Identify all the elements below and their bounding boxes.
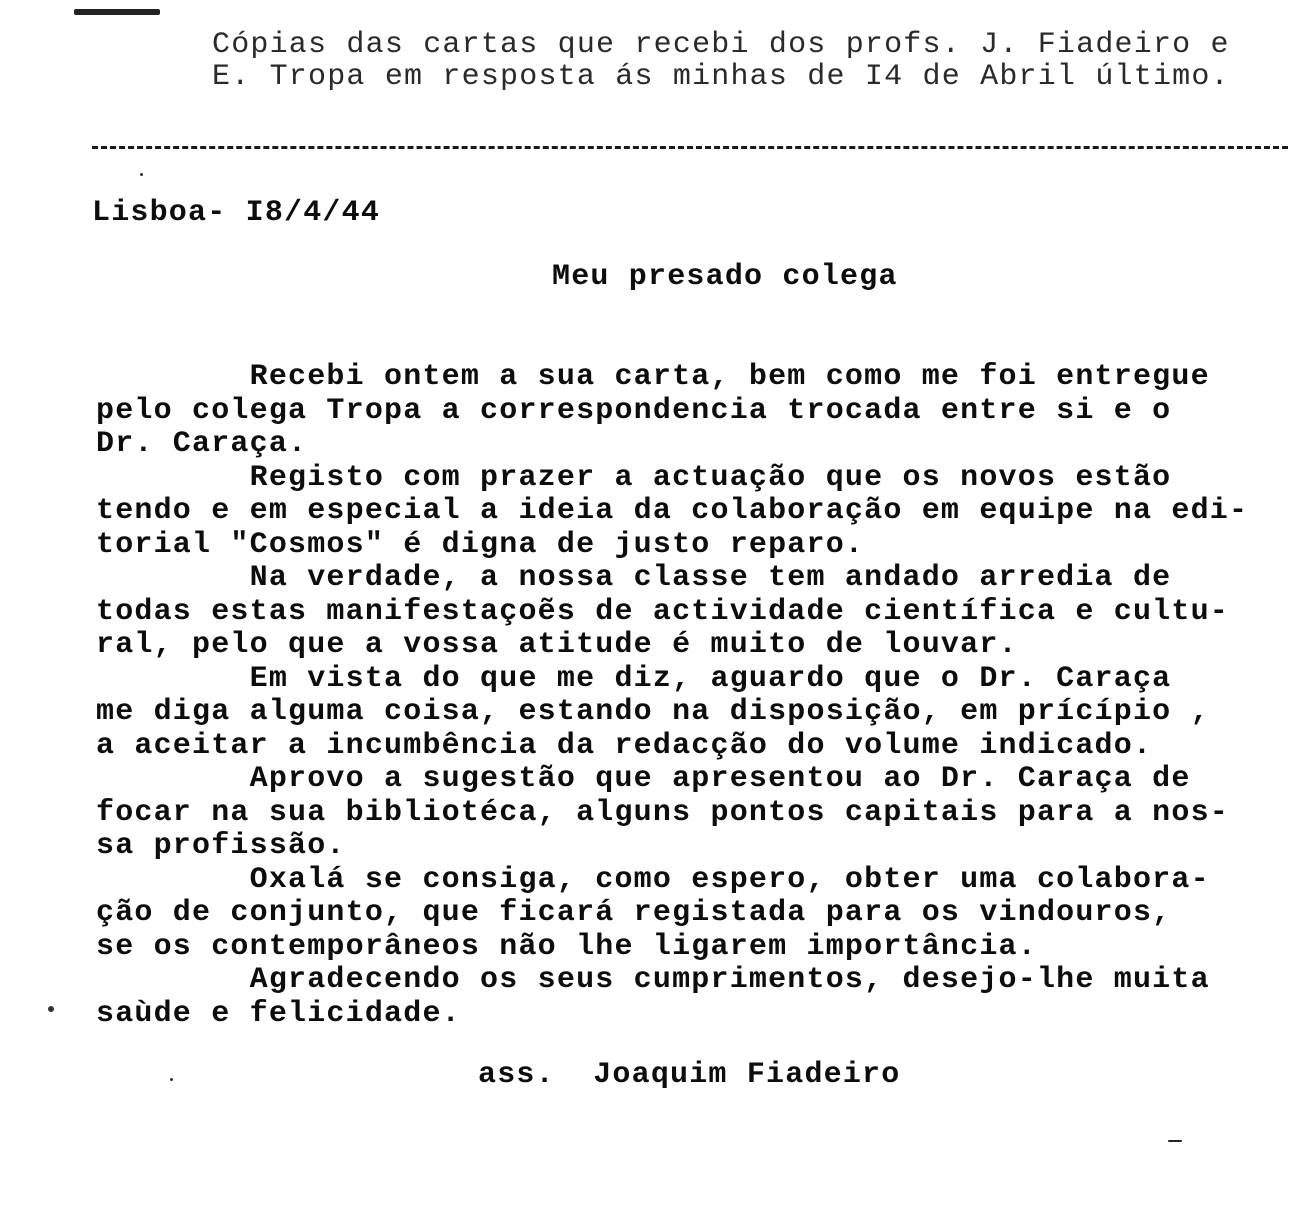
letter-body-line: todas estas manifestaçoẽs de actividade científica e cultu- [96,594,1229,629]
letter-body-line: Recebi ontem a sua carta, bem como me foi entregue [96,360,1210,394]
letter-body-line: Dr. Caraça. [96,427,308,461]
letter-body-line: Oxalá se consiga, como espero, obter uma colabora- [96,862,1210,897]
ink-smudge [74,9,160,15]
header-line-2: E. Tropa em resposta ás minhas de I4 de Abril último. [212,60,1230,94]
letter-body-line: pelo colega Tropa a correspondencia trocada entre si e o [96,393,1172,428]
letter-body-line: torial "Cosmos" é digna de justo reparo. [96,527,865,562]
margin-mark [1168,1140,1182,1142]
letter-body-line: a aceitar a incumbência da redacção do volume indicado. [96,728,1153,763]
margin-mark [170,1078,173,1081]
letter-body-line: tendo e em especial a ideia da colaboração em equipe na edi- [96,494,1249,528]
letter-body-line: focar na sua bibliotéca, alguns pontos capitais para a nos- [96,795,1229,830]
letter-salutation: Meu presado colega [552,260,898,294]
letter-body-line: se os contemporâneos não lhe ligarem importância. [96,929,1037,964]
letter-body-line: saùde e felicidade. [96,996,461,1031]
letter-body-line: sa profissão. [96,829,346,863]
letter-body-line: Agradecendo os seus cumprimentos, desejo-lhe muita [96,963,1210,997]
letter-body-line: Aprovo a sugestão que apresentou ao Dr. Caraça de [96,762,1191,796]
header-line-1: Cópias das cartas que recebi dos profs. J. Fiadeiro e [212,28,1230,62]
margin-mark [48,1006,54,1012]
dashed-separator [92,146,1288,149]
letter-signature: ass. Joaquim Fiadeiro [478,1058,901,1092]
ink-dot [140,173,143,176]
letter-body-line: me diga alguma coisa, estando na disposição, em prícípio , [96,695,1210,729]
letter-body-line: Em vista do que me diz, aguardo que o Dr. Caraça [96,661,1172,696]
letter-body-line: Registo com prazer a actuação que os novos estão [96,460,1172,495]
letter-body-line: ção de conjunto, que ficará registada para os vindouros, [96,896,1172,930]
letter-body-line: ral, pelo que a vossa atitude é muito de louvar. [96,628,1018,662]
letter-date: Lisboa- I8/4/44 [92,196,381,230]
letter-body-line: Na verdade, a nossa classe tem andado arredia de [96,561,1172,595]
